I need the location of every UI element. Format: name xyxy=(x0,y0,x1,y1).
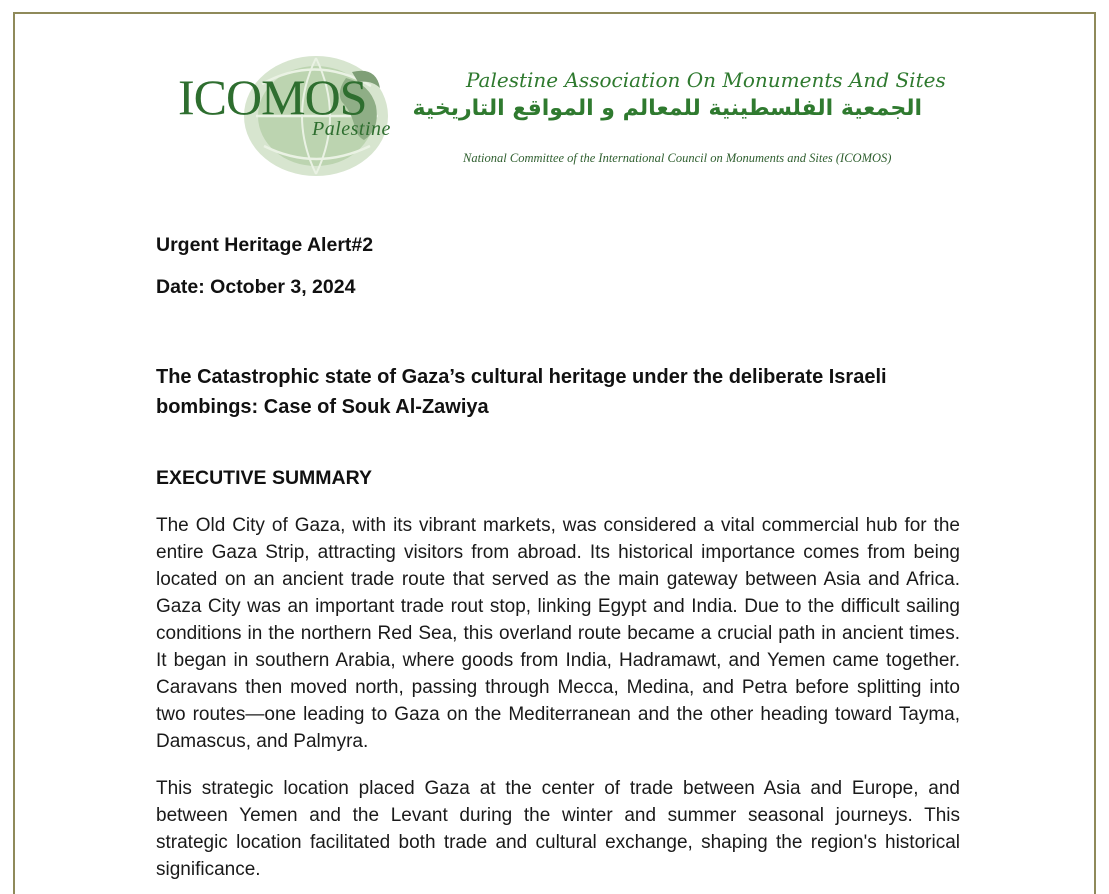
association-name-arabic: الجمعية الفلسطينية للمعالم و المواقع التاريخية xyxy=(412,96,922,121)
alert-date: Date: October 3, 2024 xyxy=(156,276,356,298)
document-title: The Catastrophic state of Gaza’s cultural heritage under the deliberate Israeli bombings: Case of Souk Al-Zawiya xyxy=(156,366,887,418)
logo-subtitle: Palestine xyxy=(312,118,391,140)
logo-wordmark: ICOMOS xyxy=(178,69,367,125)
section-heading-executive-summary: EXECUTIVE SUMMARY xyxy=(156,467,372,489)
paragraph-1: The Old City of Gaza, with its vibrant markets, was considered a vital commercial hub for the entire Gaza Strip, attracting visitors from abroad. Its historical importance comes from being located on an ancient trade route that served as the main gateway between Asia and Africa. Gaza City was an important trade rout stop, linking Egypt and India. Due to the difficult sailing conditions in the northern Red Sea, this overland route became a crucial path in ancient times. It began in southern Arabia, where goods from India, Hadramawt, and Yemen came together. Caravans then moved north, passing through Mecca, Medina, and Petra before splitting into two routes—one leading to Gaza on the Mediterranean and the other heading toward Tayma, Damascus, and Palmyra. xyxy=(156,515,960,752)
association-name-english: Palestine Association On Monuments And Sites xyxy=(466,68,946,92)
icomos-palestine-logo xyxy=(166,44,416,184)
committee-subtitle: National Committee of the International Council on Monuments and Sites (ICOMOS) xyxy=(463,151,892,165)
paragraph-2: This strategic location placed Gaza at the center of trade between Asia and Europe, and between Yemen and the Levant during the winter and summer seasonal journeys. This strategic location facilitated both trade and cultural exchange, shaping the region's historical significance. xyxy=(156,778,960,880)
alert-title: Urgent Heritage Alert#2 xyxy=(156,234,374,256)
